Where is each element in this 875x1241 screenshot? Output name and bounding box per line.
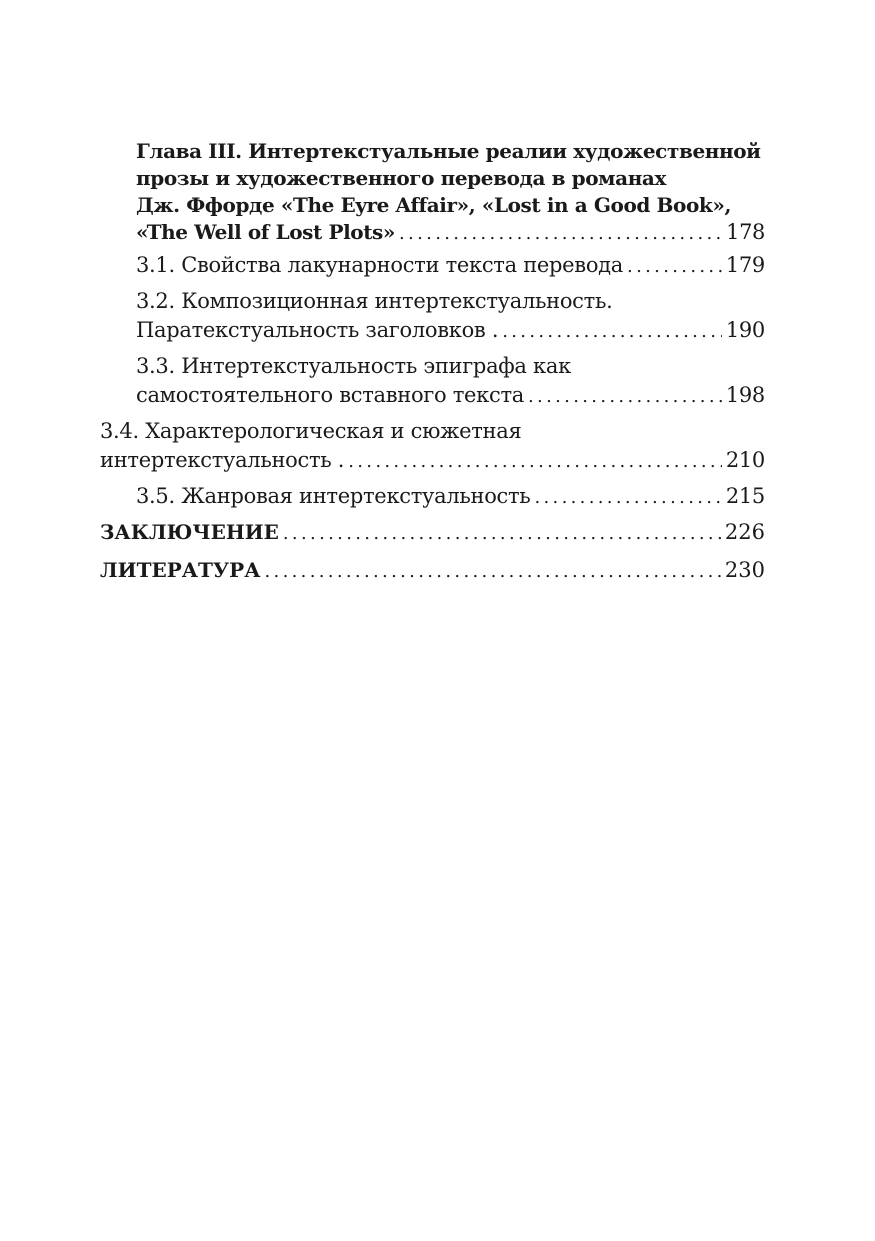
section-title-line-1: 3.2. Композиционная интертекстуальность.	[136, 289, 613, 313]
dot-leader	[264, 558, 720, 586]
toc-literature[interactable]	[100, 556, 765, 586]
toc-section-3-3[interactable]	[100, 352, 765, 411]
section-title: 3.5. Жанровая интертекстуальность	[136, 484, 531, 508]
page-number: 179	[725, 253, 765, 277]
chapter-title-line-4: «The Well of Lost Plots»	[136, 220, 396, 244]
dot-leader	[528, 382, 722, 411]
page-number: 230	[724, 558, 765, 582]
dot-leader	[399, 220, 722, 247]
page-number: 210	[725, 448, 765, 472]
section-title-line-1: 3.3. Интертекстуальность эпиграфа как	[136, 354, 571, 378]
section-title: 3.1. Свойства лакунарности текста перевода	[136, 253, 624, 277]
dot-leader	[348, 447, 722, 476]
page-number: 190	[725, 318, 765, 342]
section-title-line-1: 3.4. Характерологическая и сюжетная	[100, 419, 522, 443]
toc-section-3-5[interactable]	[100, 482, 765, 512]
toc-section-3-1[interactable]	[100, 251, 765, 281]
literature-title: ЛИТЕРАТУРА	[100, 558, 261, 582]
toc-chapter-3[interactable]	[100, 138, 765, 247]
dot-leader	[534, 483, 721, 512]
dot-leader	[627, 252, 722, 281]
page-number: 215	[725, 484, 765, 508]
section-title-line-2: интертекстуальность .	[100, 448, 345, 472]
chapter-title-line-2: прозы и художественного перевода в романах	[136, 166, 667, 190]
section-title-line-2: Паратекстуальность заголовков .	[136, 318, 499, 342]
table-of-contents	[100, 138, 765, 594]
page-number: 226	[724, 520, 765, 544]
toc-conclusion[interactable]	[100, 518, 765, 548]
section-title-line-2: самостоятельного вставного текста	[136, 383, 524, 407]
toc-section-3-4[interactable]	[100, 417, 765, 476]
dot-leader	[283, 520, 721, 548]
conclusion-title: ЗАКЛЮЧЕНИЕ	[100, 520, 279, 544]
page-number: 178	[726, 220, 765, 244]
dot-leader	[502, 317, 722, 346]
chapter-title-line-3: Дж. Ффорде «The Eyre Affair», «Lost in a Good Book»,	[136, 193, 732, 217]
chapter-title-line-1: Глава III. Интертекстуальные реалии художественной	[136, 139, 761, 163]
toc-section-3-2[interactable]	[100, 287, 765, 346]
page-number: 198	[725, 383, 765, 407]
